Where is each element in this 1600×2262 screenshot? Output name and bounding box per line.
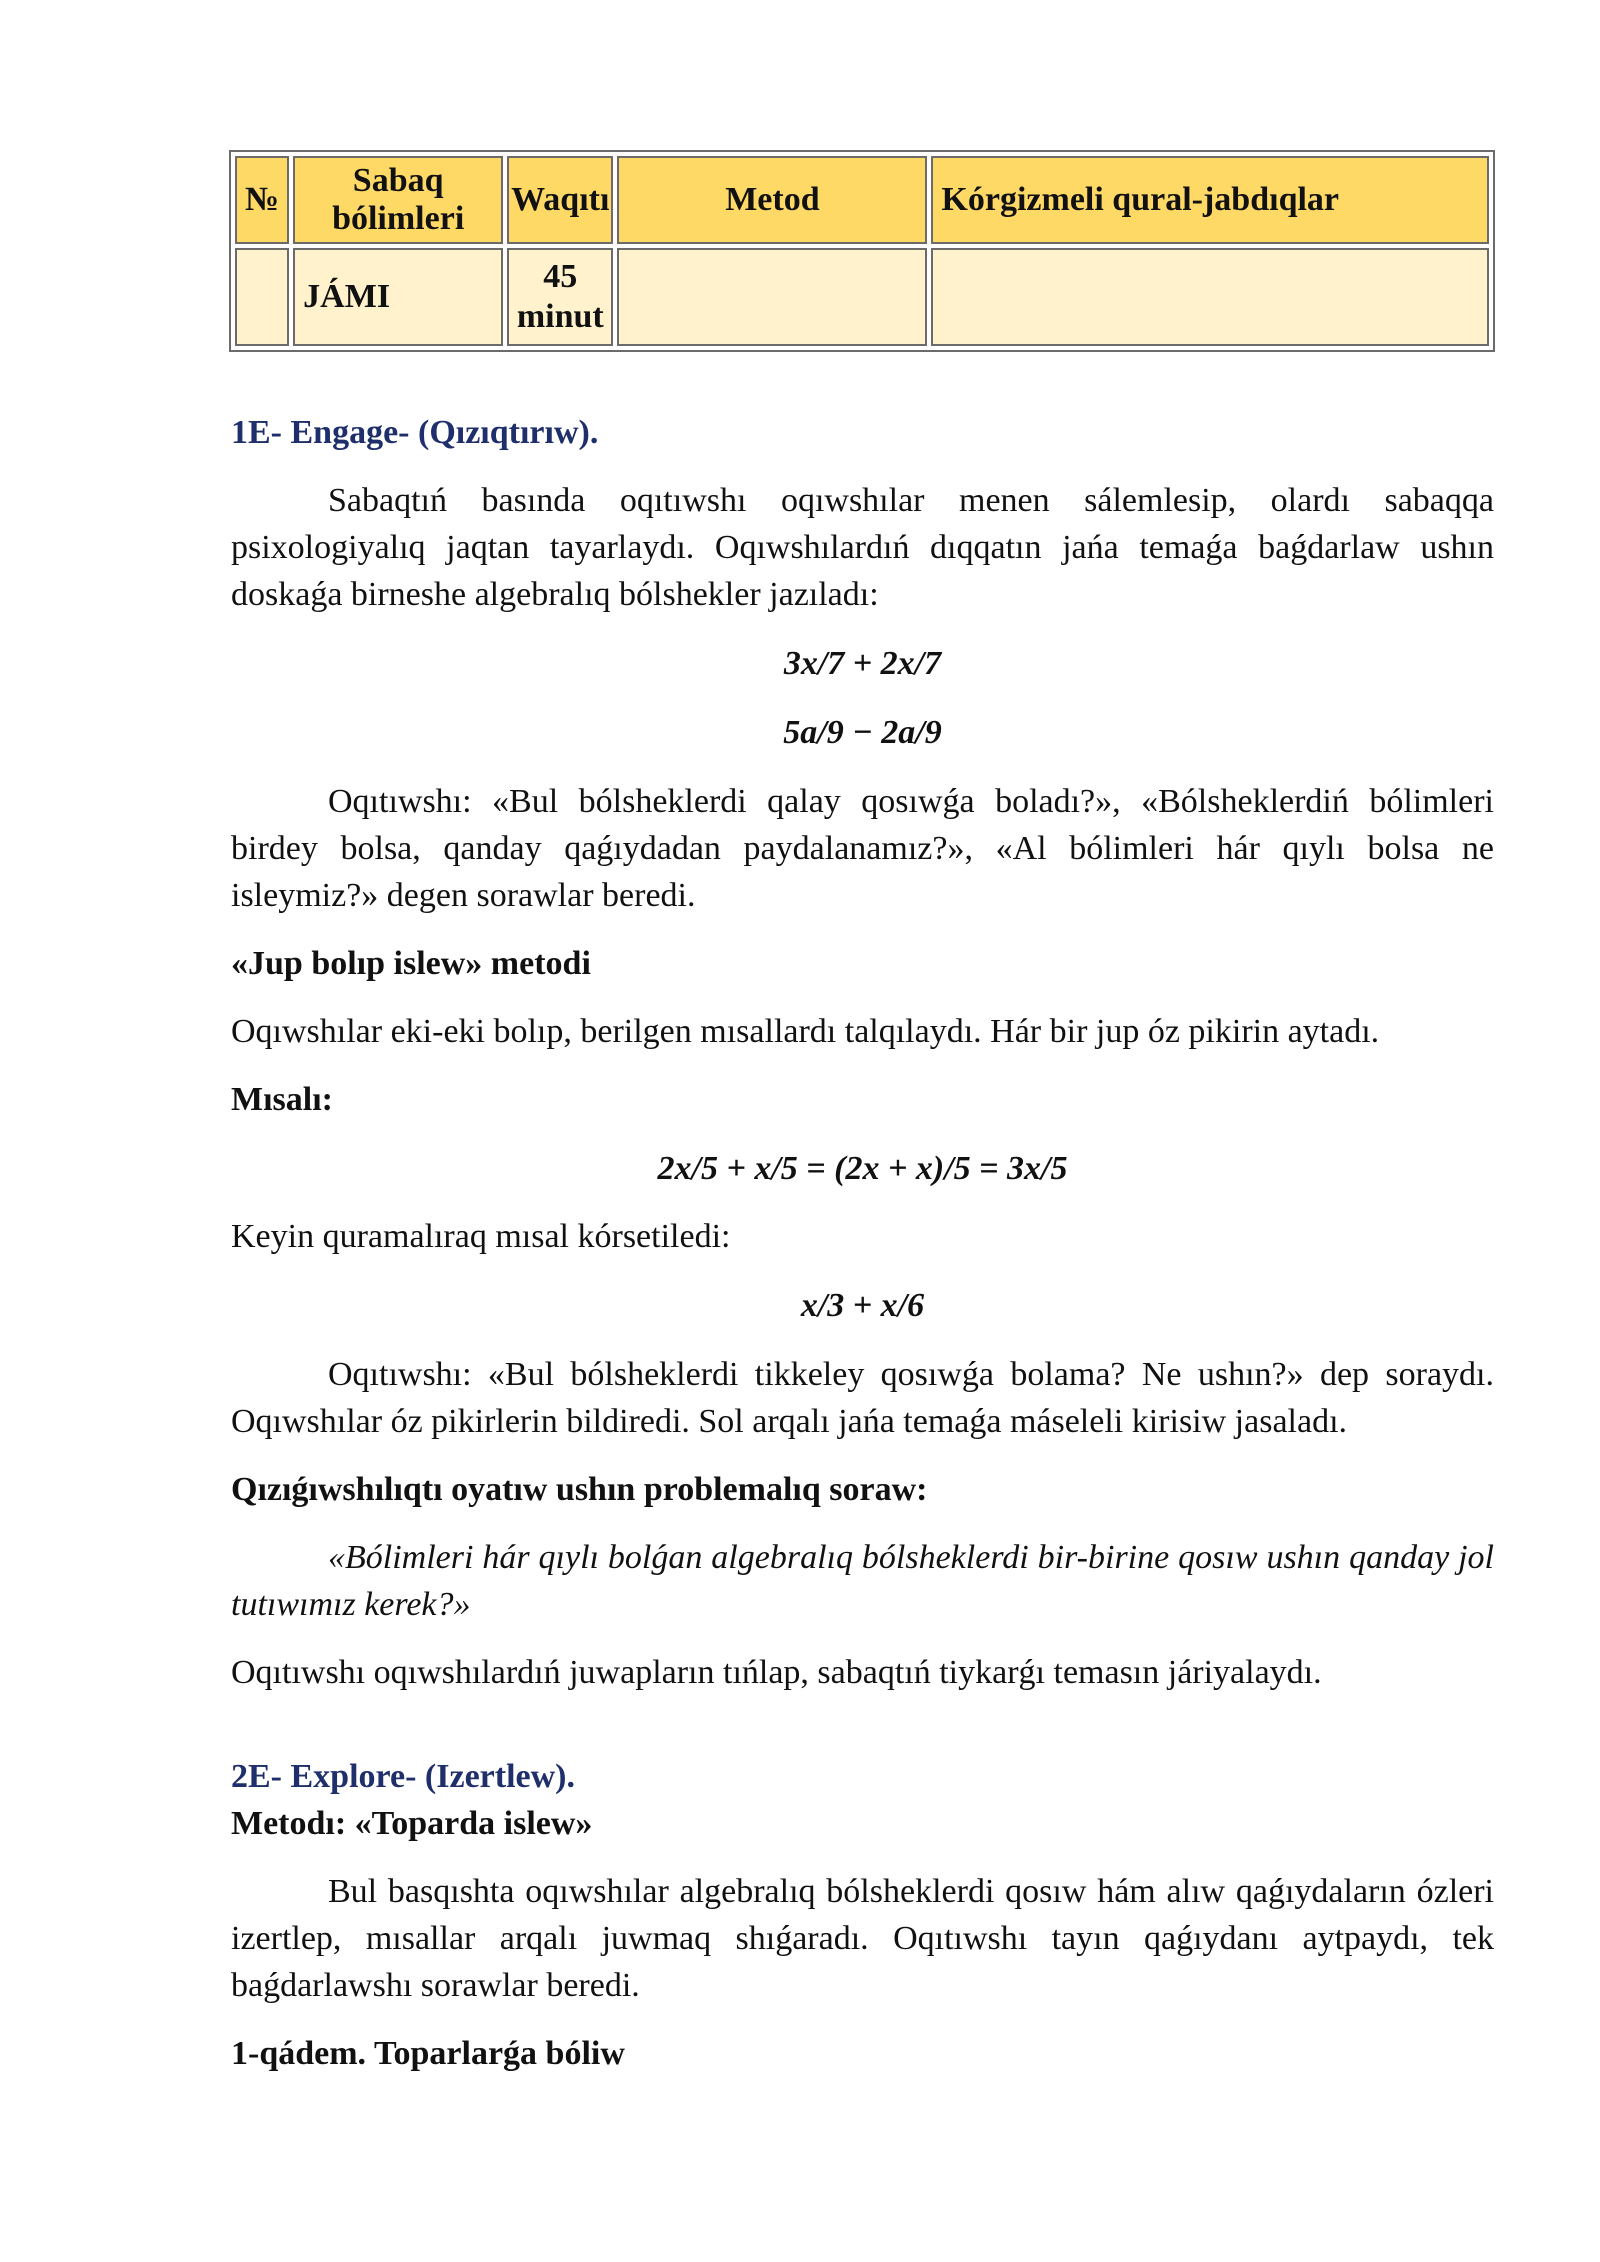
formula-3: 2x/5 + x/5 = (2x + x)/5 = 3x/5 [657, 1150, 1068, 1187]
formula-4: x/3 + x/6 [800, 1287, 925, 1324]
engage-paragraph-3: Oqıwshılar eki-eki bolıp, berilgen mısallardı talqılaydı. Hár bir jup óz pikirin aytadı. [231, 1013, 1380, 1050]
cell-time-value: 45 [543, 258, 578, 295]
table-row [235, 248, 1489, 346]
problem-question: «Bólimleri hár qıylı bolǵan algebralıq bólsheklerdi bir-birine qosıw ushın qanday jol tutıwımız kerek?» [231, 1539, 1494, 1623]
cell-time-unit: minut [516, 298, 604, 335]
engage-paragraph-2: Oqıtıwshı: «Bul bólsheklerdi qalay qosıwǵa boladı?», «Bólsheklerdiń bólimleri birdey bolsa, qanday qaǵıydadan paydalanamız?», «Al bólimleri hár qıylı bolsa ne isleymiz?» degen sorawlar beredi. [231, 783, 1494, 914]
problem-question-title: Qızıǵıwshılıqtı oyatıw ushın problemalıq soraw: [231, 1471, 928, 1508]
header-visual-aids: Kórgizmeli qural-jabdıqlar [931, 156, 1489, 244]
engage-paragraph-4: Keyin quramalıraq mısal kórsetiledi: [231, 1218, 731, 1255]
cell-number [235, 248, 289, 346]
header-time: Waqıtı [507, 156, 613, 244]
step-1-heading: 1-qádem. Toparlarǵa bóliw [231, 2035, 625, 2072]
cell-tools [931, 248, 1489, 346]
header-number: № [235, 156, 289, 244]
explore-paragraph-1: Bul basqıshta oqıwshılar algebralıq bólsheklerdi qosıw hám alıw qaǵıydaların ózleri izertlep, mısallar arqalı juwmaq shıǵaradı. Oqıtıwshı tayın qaǵıydanı aytpaydı, tek baǵdarlawshı sorawlar beredi. [231, 1873, 1494, 2004]
formula-2: 5a/9 − 2a/9 [783, 714, 942, 751]
engage-paragraph-6: Oqıtıwshı oqıwshılardıń juwapların tıńlap, sabaqtıń tiykarǵı temasın járiyalaydı. [231, 1654, 1322, 1691]
header-lesson-sections: Sabaq bólimleri [293, 156, 503, 244]
engage-paragraph-5: Oqıtıwshı: «Bul bólsheklerdi tikkeley qosıwǵa bolama? Ne ushın?» dep soraydı. Oqıwshılar óz pikirlerin bildiredi. Sol arqalı jańa temaǵa máseleli kirisiw jasaladı. [231, 1356, 1494, 1440]
explore-method: Metodı: «Toparda islew» [231, 1805, 593, 1842]
engage-paragraph-1: Sabaqtıń basında oqıtıwshı oqıwshılar menen sálemlesip, olardı sabaqqa psixologiyalıq jaqtan tayarlaydı. Oqıwshılardıń dıqqatın jańa temaǵa baǵdarlaw ushın doskaǵa birneshe algebralıq bólshekler jazıladı: [231, 482, 1494, 613]
explore-heading: 2E- Explore- (Izertlew). [231, 1758, 575, 1795]
document-page [231, 150, 1494, 2077]
cell-section-total: JÁMI [293, 248, 503, 346]
header-method: Metod [617, 156, 927, 244]
table-header-row [235, 156, 1489, 244]
engage-heading: 1E- Engage- (Qızıqtırıw). [231, 414, 599, 451]
pair-work-method-title: «Jup bolıp islew» metodi [231, 945, 591, 982]
example-label: Mısalı: [231, 1081, 333, 1118]
cell-time [507, 248, 613, 346]
lesson-plan-table [229, 150, 1495, 352]
formula-1: 3x/7 + 2x/7 [783, 645, 942, 682]
cell-method [617, 248, 927, 346]
